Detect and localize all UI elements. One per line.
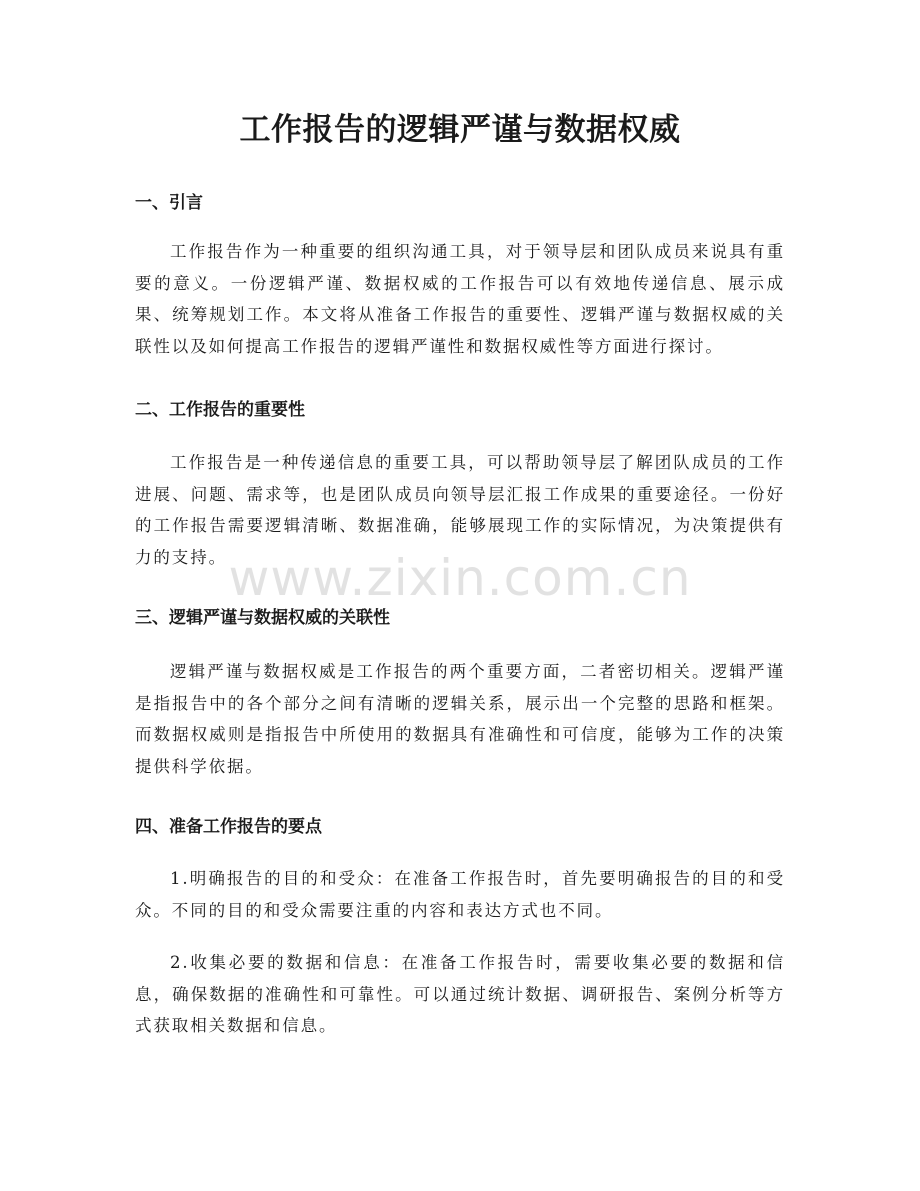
section-heading-introduction: 一、引言 (135, 193, 203, 213)
section-heading-relevance: 三、逻辑严谨与数据权威的关联性 (135, 608, 390, 628)
section-paragraph: 工作报告作为一种重要的组织沟通工具，对于领导层和团队成员来说具有重要的意义。一份逻辑严谨、数据权威的工作报告可以有效地传递信息、展示成果、统筹规划工作。本文将从准备工作报告的重要性、逻辑严谨与数据权威的关联性以及如何提高工作报告的逻辑严谨性和数据权威性等方面进行探讨。 (135, 242, 785, 356)
list-item: 2.收集必要的数据和信息：在准备工作报告时，需要收集必要的数据和信息，确保数据的准确性和可靠性。可以通过统计数据、调研报告、案例分析等方式获取相关数据和信息。 (135, 953, 785, 1035)
section-paragraph: 工作报告是一种传递信息的重要工具，可以帮助领导层了解团队成员的工作进展、问题、需求等，也是团队成员向领导层汇报工作成果的重要途径。一份好的工作报告需要逻辑清晰、数据准确，能够展现工作的实际情况，为决策提供有力的支持。 (135, 453, 785, 567)
document-title: 工作报告的逻辑严谨与数据权威 (239, 112, 681, 148)
section-heading-importance: 二、工作报告的重要性 (135, 400, 305, 420)
section-heading-key-points: 四、准备工作报告的要点 (135, 817, 322, 837)
watermark-text: www.zixin.com.cn (228, 549, 692, 607)
section-paragraph: 逻辑严谨与数据权威是工作报告的两个重要方面，二者密切相关。逻辑严谨是指报告中的各个部分之间有清晰的逻辑关系，展示出一个完整的思路和框架。而数据权威则是指报告中所使用的数据具有准确性和可信度，能够为工作的决策提供科学依据。 (135, 662, 785, 776)
list-item: 1.明确报告的目的和受众：在准备工作报告时，首先要明确报告的目的和受众。不同的目的和受众需要注重的内容和表达方式也不同。 (135, 869, 785, 920)
